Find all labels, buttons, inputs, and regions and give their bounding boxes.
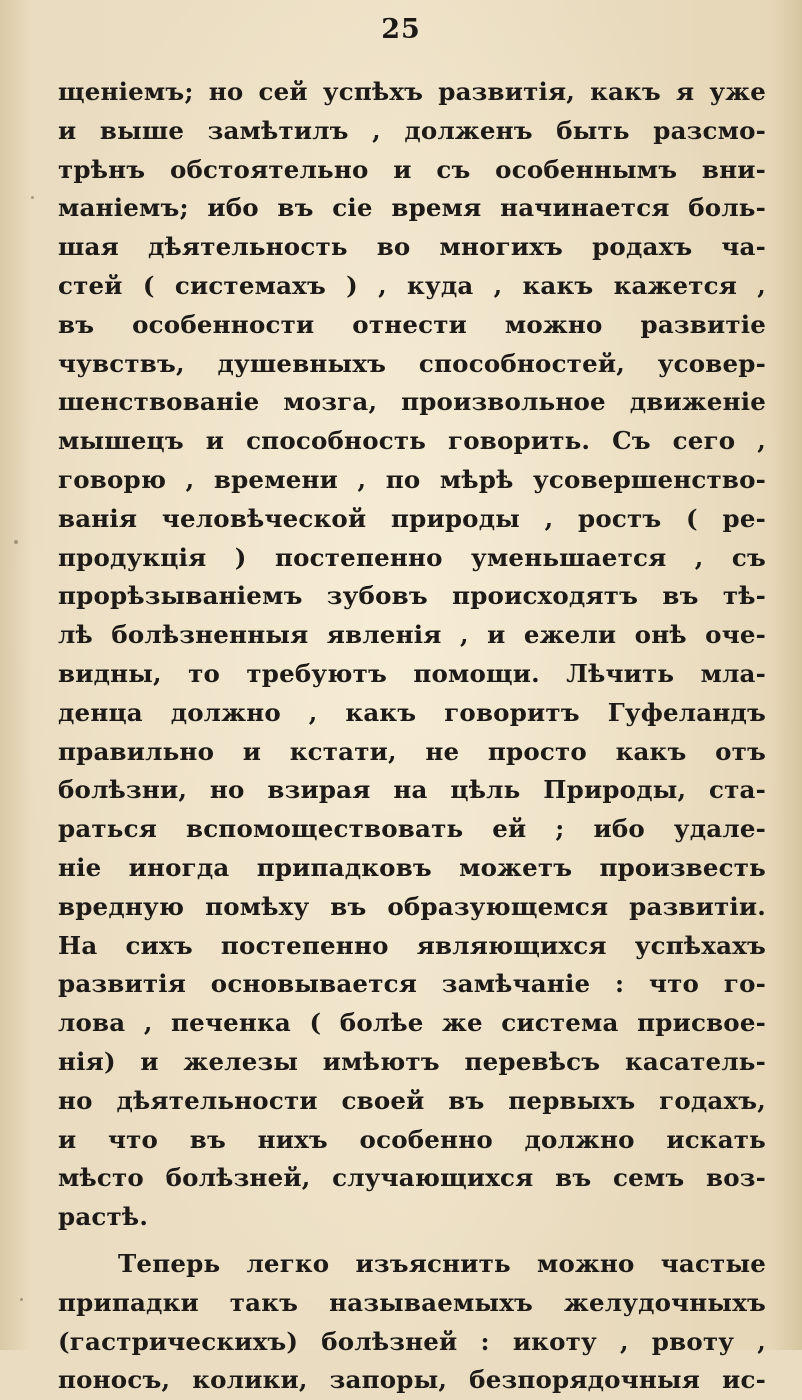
text-line: лова , печенка ( болѣе же система присвое-	[58, 1008, 766, 1038]
text-line: растѣ.	[58, 1202, 149, 1232]
text-line: и выше замѣтилъ , долженъ быть разсмо-	[58, 115, 766, 145]
text-line: лѣ болѣзненныя явленiя , и ежели онѣ оче-	[58, 620, 766, 650]
text-line: денца должно , какъ говоритъ Гуфеландъ	[58, 697, 766, 727]
body-text	[58, 73, 766, 1400]
text-line: продукцiя ) постепенно уменьшается , съ	[58, 542, 766, 572]
paragraph-gap	[58, 1237, 766, 1245]
text-line: чувствъ, душевныхъ способностей, усовер-	[58, 348, 766, 378]
text-line: припадки такъ называемыхъ желудочныхъ	[58, 1287, 766, 1317]
text-line: въ особенности отнести можно развитiе	[58, 309, 766, 339]
text-line: нiя) и железы имѣютъ перевѣсъ касатель-	[58, 1046, 766, 1076]
text-line: видны, то требуютъ помощи. Лѣчить мла-	[58, 658, 766, 688]
text-line: мышецъ и способность говорить. Съ сего ,	[58, 426, 766, 456]
text-line: прорѣзыванiемъ зубовъ происходятъ въ тѣ-	[58, 581, 766, 611]
paragraph-2	[58, 1245, 766, 1400]
text-line: поносъ, колики, запоры, безпорядочныя ис-	[58, 1365, 766, 1395]
text-line: нiе иногда припадковъ можетъ произвесть	[58, 852, 766, 882]
text-line: говорю , времени , по мѣрѣ усовершенство-	[58, 464, 766, 494]
page-number: 25	[381, 14, 421, 45]
text-line: шенствованiе мозга, произвольное движенiе	[58, 387, 766, 417]
text-line: развитiя основывается замѣчанiе : что го-	[58, 969, 766, 999]
text-line: правильно и кстати, не просто какъ отъ	[58, 736, 766, 766]
text-line: Теперь легко изъяснить можно частые	[118, 1248, 766, 1278]
text-line: На сихъ постепенно являющихся успѣхахъ	[58, 930, 766, 960]
text-line: стей ( системахъ ) , куда , какъ кажется ,	[58, 270, 766, 300]
text-line: шая дѣятельность во многихъ родахъ ча-	[58, 232, 766, 262]
text-line: трѣнъ обстоятельно и съ особеннымъ вни-	[58, 154, 766, 184]
text-line: (гастрическихъ) болѣзней : икоту , рвоту ,	[58, 1326, 766, 1356]
paper-speck	[20, 1298, 23, 1301]
text-line: но дѣятельности своей въ первыхъ годахъ,	[58, 1085, 766, 1115]
text-line: щенiемъ; но сей успѣхъ развитiя, какъ я уже	[58, 77, 766, 106]
text-line: раться вспомоществовать ей ; ибо удале-	[58, 814, 766, 844]
paper-speck	[31, 196, 34, 199]
text-line: ванiя человѣческой природы , ростъ ( ре-	[58, 503, 766, 533]
text-line: болѣзни, но взирая на цѣль Природы, ста-	[58, 775, 766, 805]
text-line: вредную помѣху въ образующемся развитiи.	[58, 891, 766, 921]
paragraph-1	[58, 73, 766, 1237]
text-line: мѣсто болѣзней, случающихся въ семъ воз-	[58, 1163, 766, 1193]
text-line: и что въ нихъ особенно должно искать	[58, 1124, 766, 1154]
paper-speck	[14, 540, 18, 544]
text-line: манiемъ; ибо въ сiе время начинается боль-	[58, 193, 766, 223]
